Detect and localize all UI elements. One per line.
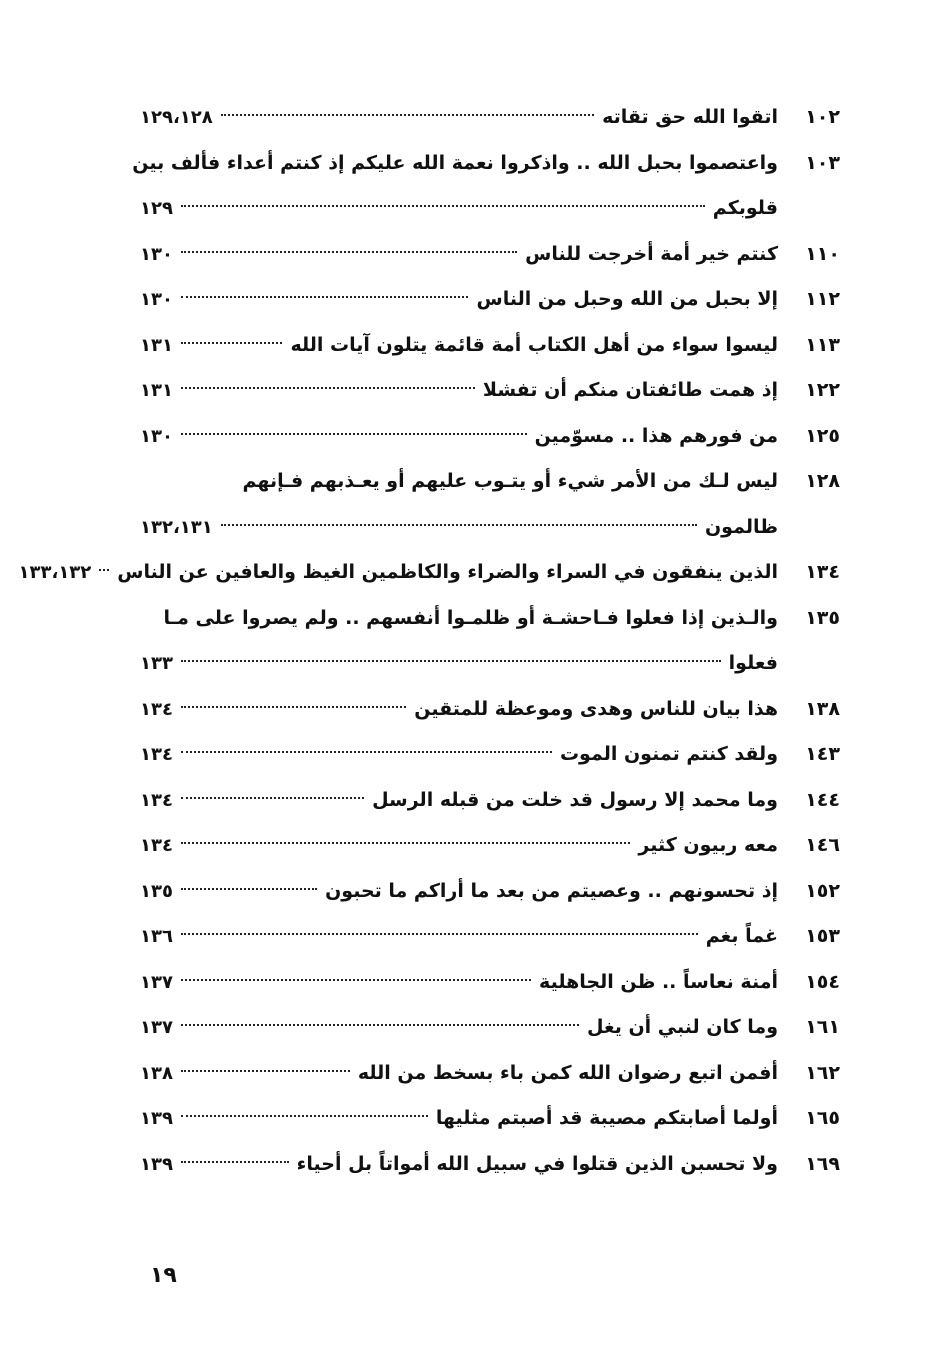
dot-leader [181, 251, 517, 253]
entry-line [140, 277, 840, 323]
verse-text: غماً بغم [705, 925, 778, 947]
dot-leader [181, 842, 630, 844]
dot-leader [99, 569, 109, 571]
dot-leader [181, 342, 282, 344]
verse-number: ١٤٣ [805, 743, 840, 765]
entry-line [140, 459, 840, 505]
index-entry [18, 550, 840, 596]
entry-line [140, 687, 840, 733]
verse-text: معه ربيون كثير [638, 834, 778, 856]
verse-text: إلا بحبل من الله وحبل من الناس [476, 288, 778, 310]
entry-line [140, 914, 840, 960]
page-reference: ١٣٤ [140, 835, 173, 856]
dot-leader [181, 888, 317, 890]
page-reference: ١٣٤ [140, 789, 173, 811]
verse-number: ١١٠ [805, 242, 840, 265]
dot-leader [181, 1115, 428, 1117]
verse-number: ١٦٩ [805, 1152, 840, 1175]
verse-number: ١٥٣ [805, 925, 840, 947]
entry-line [140, 596, 840, 642]
verse-text: ليسوا سواء من أهل الكتاب أمة قائمة يتلون آيات الله [290, 333, 778, 356]
verse-text: أفمن اتبع رضوان الله كمن باء بسخط من الله [357, 1061, 778, 1084]
verse-number: ١٣٨ [805, 697, 840, 720]
page-reference: ١٣٢،١٣١ [140, 516, 213, 538]
index-entry [140, 95, 840, 141]
page-reference: ١٣٦ [140, 926, 173, 947]
dot-leader [221, 114, 594, 116]
dot-leader [181, 933, 698, 935]
page-reference: ١٣٧ [140, 1017, 173, 1038]
index-entry [140, 1096, 840, 1142]
verse-number: ١٠٢ [805, 106, 840, 128]
entry-line [140, 823, 840, 869]
verse-number: ١٦١ [805, 1016, 840, 1038]
verse-text: واعتصموا بحبل الله .. واذكروا نعمة الله عليكم إذ كنتم أعداء فألف بين [132, 151, 778, 174]
page-reference: ١٣٨ [140, 1062, 173, 1084]
index-entry [140, 869, 840, 915]
verse-text: الذين ينفقون في السراء والضراء والكاظمين الغيظ والعافين عن الناس [117, 561, 778, 583]
verse-text: والـذين إذا فعلوا فـاحشـة أو ظلمـوا أنفسهم .. ولم يصروا على مـا [163, 606, 778, 629]
index-entry [140, 277, 840, 323]
entry-line [140, 869, 840, 915]
verse-text: وما كان لنبي أن يغل [587, 1016, 778, 1038]
entry-line [140, 368, 840, 414]
index-entry [132, 141, 840, 232]
verse-text: ولا تحسبن الذين قتلوا في سبيل الله أمواتاً بل أحياء [296, 1152, 778, 1175]
verse-number: ١٣٤ [805, 561, 840, 583]
verse-number: ١٤٤ [805, 788, 840, 811]
dot-leader [181, 1024, 579, 1026]
verse-text: قلوبكم [712, 197, 778, 219]
entry-line [140, 1142, 840, 1188]
entry-line [140, 186, 840, 232]
index-entry [140, 960, 840, 1006]
dot-leader [181, 205, 705, 207]
index-entry [140, 596, 840, 687]
index-entry [140, 323, 840, 369]
verse-text: إذ همت طائفتان منكم أن تفشلا [482, 379, 778, 401]
index-entry [140, 778, 840, 824]
verse-number: ١٤٦ [805, 834, 840, 856]
index-entry [140, 232, 840, 278]
index-entry [140, 914, 840, 960]
verse-number: ١٥٤ [805, 970, 840, 993]
entry-line [140, 323, 840, 369]
entry-line [18, 550, 840, 596]
verse-number: ١٦٥ [805, 1107, 840, 1129]
verse-number: ١٢٨ [805, 470, 840, 492]
page-reference: ١٣٠ [140, 425, 173, 447]
page-reference: ١٣٣،١٣٢ [18, 562, 92, 583]
verse-text: من فورهم هذا .. مسوّمين [534, 424, 778, 447]
dot-leader [181, 296, 469, 298]
page-reference: ١٣٤ [140, 698, 173, 720]
page-reference: ١٣٠ [140, 243, 173, 265]
page-reference: ١٣٩ [140, 1108, 173, 1129]
index-entry [140, 732, 840, 778]
entry-line [140, 641, 840, 687]
page-reference: ١٣٤ [140, 744, 173, 765]
index-entry [140, 823, 840, 869]
verse-text: وما محمد إلا رسول قد خلت من قبله الرسل [372, 788, 778, 811]
page-reference: ١٣٩ [140, 1153, 173, 1175]
entry-line [140, 95, 840, 141]
entry-line [132, 141, 840, 187]
page-reference: ١٢٩ [140, 198, 173, 219]
dot-leader [181, 1161, 289, 1163]
entry-line [140, 732, 840, 778]
page-reference: ١٣٠ [140, 289, 173, 310]
verse-text: ليس لـك من الأمر شيء أو يتـوب عليهم أو يعـذبهم فـإنهم [242, 470, 778, 492]
verse-text: كنتم خير أمة أخرجت للناس [525, 242, 778, 265]
page-reference: ١٣١ [140, 334, 173, 356]
dot-leader [181, 660, 721, 662]
entry-line [140, 778, 840, 824]
entry-line [140, 1096, 840, 1142]
index-entry [140, 1051, 840, 1097]
index-entry [140, 368, 840, 414]
verse-number: ١٢٥ [805, 424, 840, 447]
verse-index-list [18, 95, 840, 1187]
entry-line [140, 414, 840, 460]
verse-text: فعلوا [728, 652, 778, 674]
index-entry [140, 459, 840, 550]
verse-number: ١١٣ [805, 333, 840, 356]
page-reference: ١٢٩،١٢٨ [140, 107, 213, 128]
index-entry [140, 1005, 840, 1051]
verse-number: ١٣٥ [805, 606, 840, 629]
entry-line [140, 1051, 840, 1097]
verse-number: ١٥٢ [805, 879, 840, 902]
entry-line [140, 1005, 840, 1051]
page-reference: ١٣١ [140, 380, 173, 401]
dot-leader [221, 524, 697, 526]
dot-leader [181, 797, 364, 799]
dot-leader [181, 387, 475, 389]
verse-text: إذ تحسونهم .. وعصيتم من بعد ما أراكم ما تحبون [325, 879, 778, 902]
page-reference: ١٣٥ [140, 880, 173, 902]
verse-number: ١٦٢ [805, 1061, 840, 1084]
dot-leader [181, 706, 406, 708]
page-number: ١٩ [150, 1263, 177, 1288]
verse-text: أمنة نعاساً .. ظن الجاهلية [539, 970, 778, 993]
dot-leader [181, 979, 531, 981]
index-entry [140, 414, 840, 460]
dot-leader [181, 751, 552, 753]
verse-number: ١٢٢ [805, 379, 840, 401]
verse-text: ظالمون [704, 515, 778, 538]
entry-line [140, 232, 840, 278]
verse-number: ١٠٣ [805, 151, 840, 174]
index-entry [140, 1142, 840, 1188]
verse-text: ولقد كنتم تمنون الموت [559, 743, 778, 765]
entry-line [140, 960, 840, 1006]
verse-text: أولما أصابتكم مصيبة قد أصبتم مثليها [435, 1107, 778, 1129]
dot-leader [181, 433, 527, 435]
verse-text: اتقوا الله حق تقاته [602, 106, 778, 128]
entry-line [140, 505, 840, 551]
page-reference: ١٣٣ [140, 653, 173, 674]
page-reference: ١٣٧ [140, 971, 173, 993]
dot-leader [181, 1070, 350, 1072]
verse-text: هذا بيان للناس وهدى وموعظة للمتقين [414, 697, 778, 720]
verse-number: ١١٢ [805, 288, 840, 310]
index-entry [140, 687, 840, 733]
